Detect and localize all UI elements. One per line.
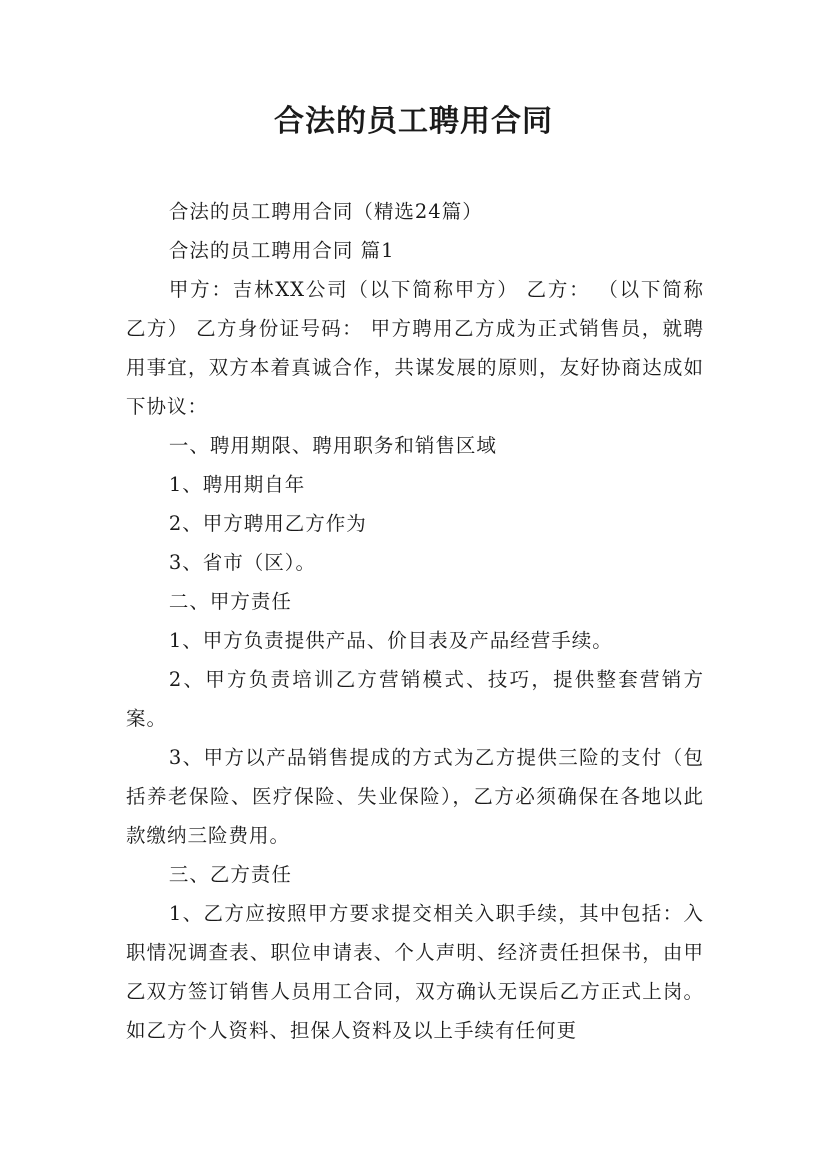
paragraph: 合法的员工聘用合同（精选24篇） xyxy=(168,200,483,223)
paragraph: 合法的员工聘用合同 篇1 xyxy=(168,239,395,262)
paragraph: 2、甲方聘用乙方作为 xyxy=(168,512,367,535)
paragraph: 二、甲方责任 xyxy=(168,590,292,613)
paragraph: 2、甲方负责培训乙方营销模式、技巧，提供整套营销方案。 xyxy=(126,668,704,730)
paragraph: 3、省市（区）。 xyxy=(168,551,317,574)
paragraph: 一、聘用期限、聘用职务和销售区域 xyxy=(168,434,497,457)
paragraph: 3、甲方以产品销售提成的方式为乙方提供三险的支付（包括养老保险、医疗保险、失业保险），乙方必须确保在各地以此款缴纳三险费用。 xyxy=(126,746,704,847)
document-title: 合法的员工聘用合同 xyxy=(274,104,553,139)
paragraph: 1、乙方应按照甲方要求提交相关入职手续，其中包括：入职情况调查表、职位申请表、个人声明、经济责任担保书，由甲乙双方签订销售人员用工合同，双方确认无误后乙方正式上岗。如乙方个人资料、担保人资料及以上手续有任何更 xyxy=(126,902,704,1042)
document-body xyxy=(126,192,704,1050)
paragraph: 1、聘用期自年 xyxy=(168,473,306,496)
paragraph: 三、乙方责任 xyxy=(168,863,292,886)
paragraph: 甲方：吉林XX公司（以下简称甲方） 乙方： （以下简称乙方） 乙方身份证号码： 甲方聘用乙方成为正式销售员，就聘用事宜，双方本着真诚合作，共谋发展的原则，友好协商达成如下协议： xyxy=(126,278,704,418)
paragraph: 1、甲方负责提供产品、价目表及产品经营手续。 xyxy=(168,629,613,652)
